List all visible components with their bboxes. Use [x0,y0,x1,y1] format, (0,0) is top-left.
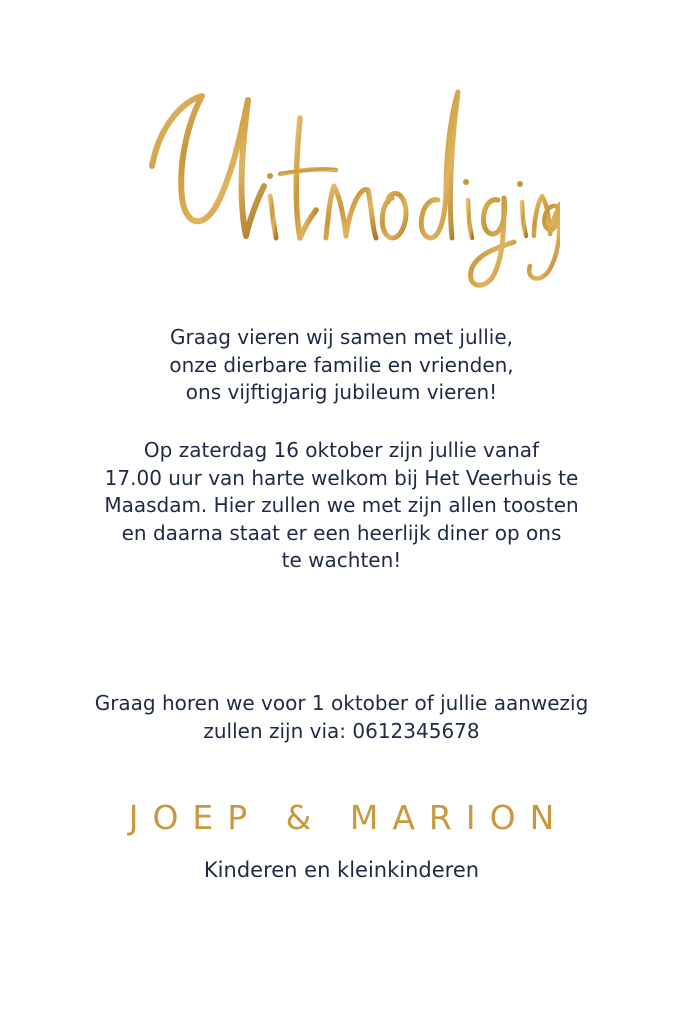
host-names: JOEP & MARION [128,798,569,837]
intro-paragraph: Graag vieren wij samen met jullie, onze dierbare familie en vrienden, ons vijftigjarig jubileum vieren! [169,325,514,404]
rsvp-paragraph: Graag horen we voor 1 oktober of jullie aanwezig zullen zijn via: 0612345678 [94,691,589,743]
title-script-graphic [130,78,560,298]
event-details-paragraph: Op zaterdag 16 oktober zijn jullie vanaf 17.00 uur van harte welkom bij Het Veerhuis te Maasdam. Hier zullen we met zijn allen toosten en daarna staat er een heerlijk diner op ons te wachten! [104,438,579,572]
title-script-lettering [130,78,560,298]
signoff-line: Kinderen en kleinkinderen [203,858,480,882]
